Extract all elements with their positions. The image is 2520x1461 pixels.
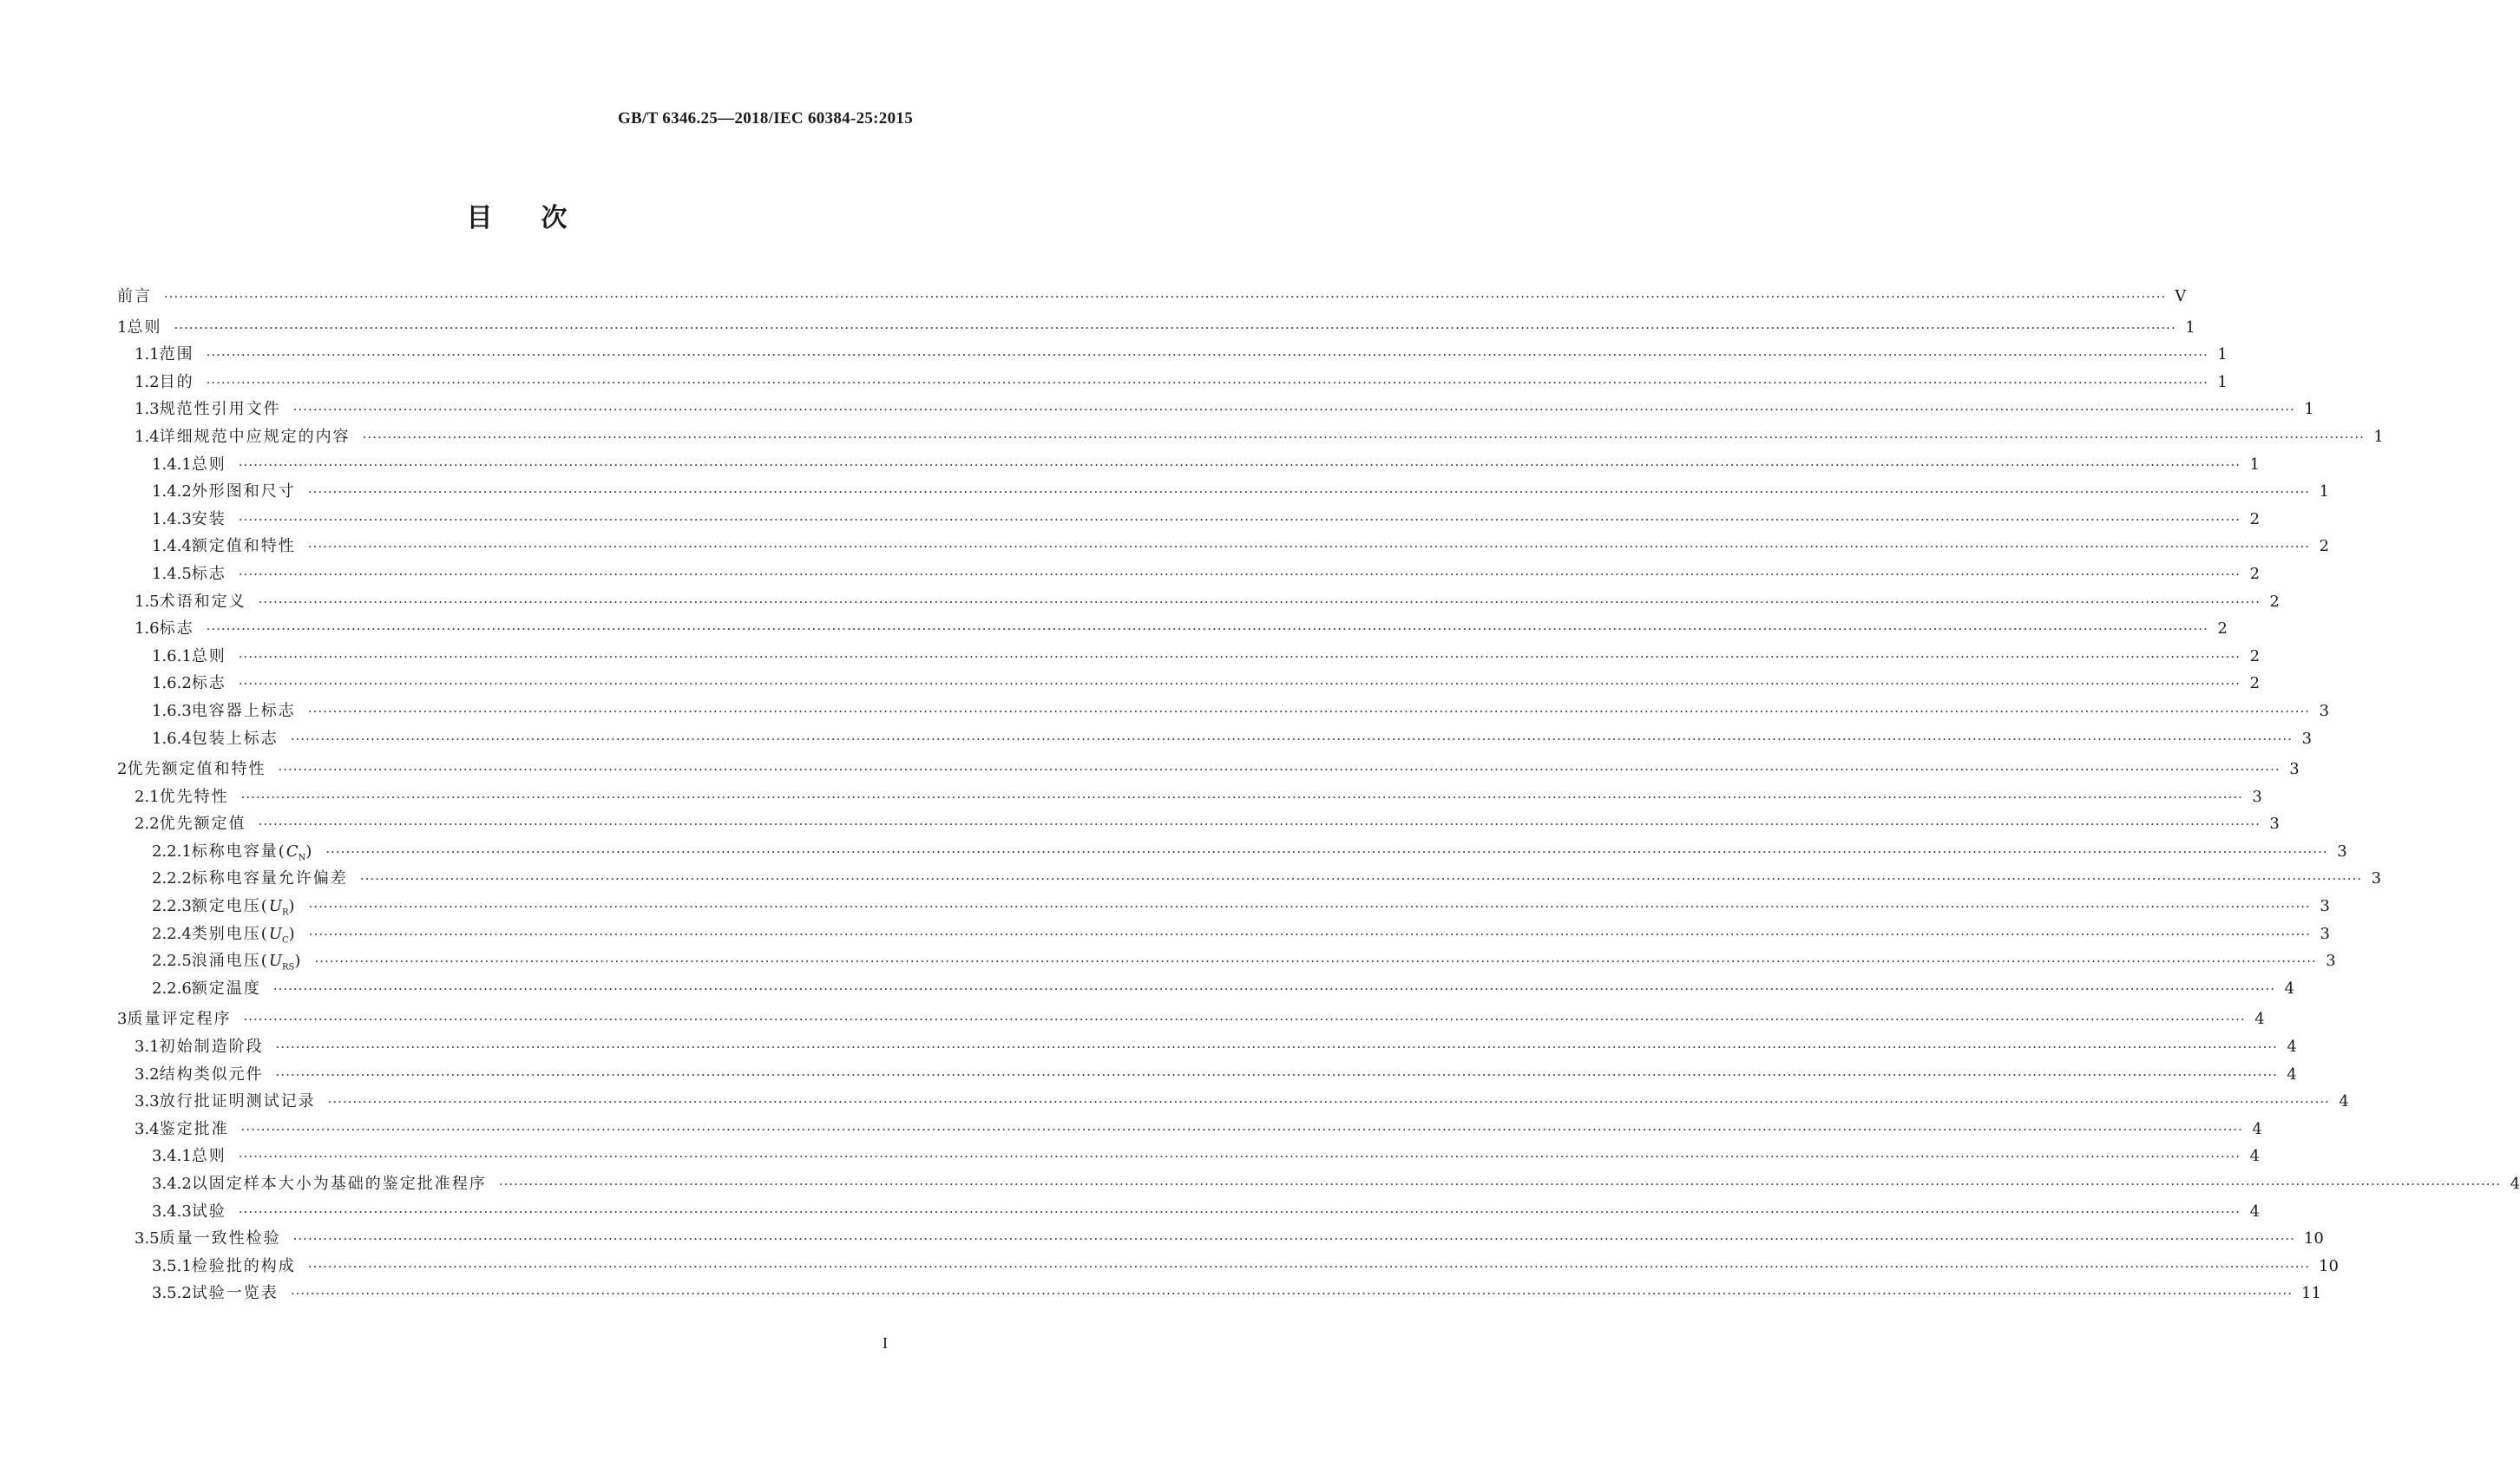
toc-entry-label [117, 283, 152, 311]
toc-entry[interactable] [117, 560, 2261, 588]
toc-entry[interactable] [117, 838, 2347, 866]
toc-entry-label [192, 451, 226, 479]
toc-leader-dots: ················································································································································································································································································································································································································ [325, 843, 2328, 860]
toc-entry-page: 3 [2320, 924, 2330, 943]
toc-entry[interactable] [117, 1253, 2339, 1281]
toc-entry-symbol-subscript: C [282, 935, 289, 946]
toc-entry[interactable] [117, 1061, 2297, 1089]
toc-entry-label-text: 外形图和尺寸 [191, 482, 296, 501]
toc-entry[interactable] [117, 1116, 2262, 1143]
toc-entry-label [160, 783, 229, 811]
toc-entry-label [192, 1280, 279, 1307]
toc-entry[interactable] [117, 810, 2280, 838]
toc-entry-label [160, 1061, 264, 1089]
toc-leader-dots: ················································································································································································································································································································································································································ [258, 593, 2261, 610]
toc-entry[interactable] [117, 283, 2187, 311]
toc-entry-label-text: 额定电压( [191, 897, 269, 916]
table-of-contents [117, 283, 2520, 1307]
toc-entry[interactable] [117, 725, 2313, 753]
toc-entry-symbol-subscript: RS [282, 962, 295, 973]
toc-entry-label [160, 341, 194, 369]
toc-entry[interactable] [117, 865, 2382, 893]
toc-entry-symbol-subscript: N [298, 853, 306, 863]
toc-entry-page: 1 [2249, 455, 2261, 474]
toc-entry-page: 1 [2217, 345, 2228, 364]
toc-entry-label [160, 1033, 264, 1061]
toc-entry-label [160, 1116, 229, 1143]
toc-entry-label [160, 423, 351, 451]
toc-entry-label-text: 检验批的构成 [191, 1256, 296, 1275]
toc-entry-page: 4 [2284, 979, 2295, 998]
toc-entry-page: 3 [2326, 952, 2336, 971]
toc-entry-label-text: 额定值和特性 [191, 537, 296, 556]
toc-entry-label-text: 前言 [117, 287, 152, 305]
toc-leader-dots: ················································································································································································································································································································································································································ [240, 1121, 2243, 1137]
toc-leader-dots: ················································································································································································································································································································································································································ [307, 703, 2311, 719]
toc-entry-label [127, 1006, 231, 1033]
toc-leader-dots: ················································································································································································································································································································································································································ [292, 1231, 2295, 1248]
toc-entry-symbol-subscript: R [282, 907, 289, 918]
toc-entry[interactable] [117, 588, 2280, 616]
toc-entry-page: 2 [2249, 674, 2261, 693]
toc-entry-number: 2.2.3 [152, 897, 192, 916]
toc-entry-label [127, 314, 161, 342]
toc-leader-dots: ················································································································································································································································································································································································································ [314, 953, 2317, 970]
toc-entry-label [160, 369, 194, 396]
toc-entry-label-text: 试验一览表 [191, 1284, 279, 1303]
toc-entry-label [192, 725, 279, 753]
toc-entry-page: 2 [2249, 509, 2261, 528]
toc-entry-number: 3.1 [135, 1038, 160, 1057]
toc-entry[interactable] [117, 615, 2228, 643]
toc-entry-label-text: 范围 [159, 345, 194, 364]
toc-entry-label-text: 质量一致性检验 [159, 1229, 281, 1248]
toc-leader-dots: ················································································································································································································································································································································································································ [278, 762, 2280, 778]
toc-entry-label-text: 总则 [191, 1147, 226, 1166]
toc-entry-label [160, 396, 281, 423]
toc-entry-label [192, 1170, 487, 1198]
toc-leader-dots: ················································································································································································································································································································································································································ [238, 511, 2241, 527]
toc-entry-page: 10 [2303, 1229, 2324, 1248]
toc-entry-page: 1 [2185, 318, 2195, 337]
toc-entry-page: Ⅴ [2175, 287, 2187, 305]
toc-entry[interactable] [117, 423, 2384, 451]
toc-entry-label [160, 588, 246, 616]
page-title: 目次 [466, 203, 616, 233]
toc-entry-label-text: 初始制造阶段 [159, 1038, 264, 1057]
toc-leader-dots: ················································································································································································································································································································································································································ [362, 429, 2365, 445]
toc-entry-label [192, 643, 226, 671]
toc-leader-dots: ················································································································································································································································································································································································································ [206, 374, 2208, 390]
toc-entry-page: 3 [2320, 897, 2330, 916]
toc-entry-label-text: 总则 [191, 455, 226, 474]
toc-entry-label [192, 670, 226, 698]
toc-entry-number: 3.2 [135, 1065, 160, 1084]
toc-entry-number: 3.3 [135, 1092, 160, 1111]
toc-entry-number: 1.4 [135, 427, 160, 446]
toc-entry[interactable] [117, 1088, 2349, 1116]
toc-entry-symbol: U [268, 952, 283, 971]
toc-leader-dots: ················································································································································································································································································································································································································ [238, 566, 2241, 582]
toc-entry[interactable] [117, 1143, 2261, 1170]
toc-entry-page: 10 [2319, 1256, 2339, 1275]
toc-entry-page: 3 [2269, 815, 2280, 834]
toc-leader-dots: ················································································································································································································································································································································································································ [498, 1176, 2502, 1192]
toc-entry-page: 2 [2319, 537, 2330, 556]
toc-entry-label [192, 865, 348, 893]
toc-leader-dots: ················································································································································································································································································································································································································ [308, 899, 2311, 915]
toc-entry-label-text: 质量评定程序 [127, 1010, 232, 1029]
toc-entry[interactable] [117, 1198, 2261, 1226]
toc-entry-label-tail: ) [294, 952, 303, 971]
toc-entry-number: 2.2.4 [152, 924, 192, 943]
toc-entry[interactable] [117, 1033, 2297, 1061]
toc-entry-label [160, 615, 194, 643]
toc-entry[interactable] [117, 947, 2336, 975]
toc-entry-symbol: U [268, 924, 283, 943]
toc-entry-label-text: 鉴定批准 [159, 1119, 229, 1138]
toc-entry-page: 4 [2249, 1147, 2261, 1166]
toc-leader-dots: ················································································································································································································································································································································································································ [308, 926, 2311, 942]
toc-entry-number: 3 [117, 1010, 128, 1029]
toc-entry-page: 3 [2337, 842, 2347, 861]
toc-leader-dots: ················································································································································································································································································································································································································ [275, 1066, 2278, 1083]
toc-leader-dots: ················································································································································································································································································································································································································ [238, 1149, 2241, 1165]
toc-entry-page: 4 [2287, 1065, 2297, 1084]
toc-leader-dots: ················································································································································································································································································································································································································ [238, 676, 2241, 692]
toc-leader-dots: ················································································································································································································································································································································································································ [272, 980, 2276, 997]
toc-entry-number: 3.5 [135, 1229, 160, 1248]
toc-entry-label-text: 总则 [127, 318, 162, 337]
toc-entry-label [192, 533, 296, 560]
toc-leader-dots: ················································································································································································································································································································································································································ [327, 1094, 2330, 1110]
toc-leader-dots: ················································································································································································································································································································································································································ [174, 319, 2176, 336]
toc-entry[interactable] [117, 506, 2261, 534]
toc-entry-label [192, 506, 226, 534]
toc-entry-symbol: U [268, 897, 283, 916]
toc-entry-label-text: 详细规范中应规定的内容 [159, 427, 351, 446]
toc-entry-label-tail: ) [288, 924, 297, 943]
toc-entry[interactable] [117, 478, 2330, 506]
toc-entry-page: 2 [2217, 619, 2228, 639]
toc-entry-page: 3 [2252, 787, 2262, 806]
toc-entry-label [192, 560, 226, 588]
toc-entry-label-text: 标志 [191, 564, 226, 583]
toc-entry-number: 3.4.3 [152, 1202, 192, 1221]
toc-entry-number: 2.2.1 [152, 842, 192, 861]
toc-entry-number: 3.4 [135, 1119, 160, 1138]
toc-leader-dots: ················································································································································································································································································································································································································ [307, 539, 2311, 555]
toc-entry-label [192, 1253, 296, 1281]
toc-entry-label [127, 756, 266, 783]
toc-entry-number: 1.6.1 [152, 646, 192, 665]
toc-entry[interactable] [117, 396, 2314, 423]
toc-entry-label [192, 478, 296, 506]
toc-leader-dots: ················································································································································································································································································································································································································ [307, 1258, 2311, 1274]
toc-entry-label-text: 放行批证明测试记录 [159, 1092, 316, 1111]
toc-leader-dots: ················································································································································································································································································································································································································ [238, 1203, 2241, 1220]
toc-entry-label-text: 标志 [159, 619, 194, 639]
toc-entry-number: 2.2 [135, 815, 160, 834]
toc-entry-number: 1.4.3 [152, 509, 192, 528]
toc-entry-number: 3.5.1 [152, 1256, 192, 1275]
toc-leader-dots: ················································································································································································································································································································································································································ [206, 621, 2208, 638]
toc-leader-dots: ················································································································································································································································································································································································································ [243, 1012, 2246, 1028]
toc-entry-number: 1.6.2 [152, 674, 192, 693]
toc-entry-label-text: 安装 [191, 509, 226, 528]
toc-entry-number: 1.4.5 [152, 564, 192, 583]
toc-entry-page: 4 [2249, 1202, 2261, 1221]
toc-entry[interactable] [117, 756, 2300, 783]
toc-entry-label-text: 标称电容量( [191, 842, 286, 861]
toc-entry-number: 3.5.2 [152, 1284, 192, 1303]
page-number: I [883, 1334, 888, 1352]
toc-entry-number: 1.4.4 [152, 537, 192, 556]
toc-entry-label-text: 总则 [191, 646, 226, 665]
toc-entry-label-text: 电容器上标志 [191, 701, 296, 720]
toc-entry-label [160, 810, 246, 838]
toc-entry[interactable] [117, 1225, 2324, 1253]
toc-entry-page: 4 [2510, 1175, 2520, 1193]
toc-entry-label-text: 浪涌电压( [191, 952, 269, 971]
toc-entry-label-tail: ) [305, 842, 314, 861]
toc-entry[interactable] [117, 783, 2262, 811]
toc-entry-page: 2 [2249, 646, 2261, 665]
toc-leader-dots: ················································································································································································································································································································································································································ [206, 347, 2208, 364]
toc-entry[interactable] [117, 1006, 2265, 1033]
toc-entry-page: 1 [2304, 400, 2314, 419]
toc-entry-label-tail: ) [288, 897, 297, 916]
toc-entry-label [160, 1088, 316, 1116]
toc-entry[interactable] [117, 975, 2295, 1003]
toc-entry-label-text: 标称电容量允许偏差 [191, 869, 348, 888]
toc-entry-label-text: 优先特性 [159, 787, 229, 806]
toc-entry-page: 2 [2269, 592, 2280, 611]
toc-entry[interactable] [117, 451, 2261, 479]
toc-entry-label-text: 优先额定值 [159, 815, 246, 834]
toc-entry-number: 2.2.6 [152, 979, 192, 998]
toc-entry-number: 2 [117, 760, 128, 779]
toc-entry-page: 3 [2319, 701, 2330, 720]
toc-entry-page: 4 [2339, 1092, 2349, 1111]
toc-entry-number: 1.2 [135, 372, 160, 391]
toc-entry-number: 1.6 [135, 619, 160, 639]
toc-entry[interactable] [117, 670, 2261, 698]
toc-leader-dots: ················································································································································································································································································································································································································ [307, 484, 2311, 501]
toc-leader-dots: ················································································································································································································································································································································································································ [164, 289, 2167, 305]
toc-entry-label [192, 1143, 226, 1170]
toc-entry-label-text: 试验 [191, 1202, 226, 1221]
toc-entry-label-text: 额定温度 [191, 979, 261, 998]
toc-entry-number: 2.2.5 [152, 952, 192, 971]
toc-entry-page: 1 [2373, 427, 2384, 446]
toc-entry[interactable] [117, 341, 2228, 369]
toc-leader-dots: ················································································································································································································································································································································································································ [275, 1039, 2278, 1056]
toc-leader-dots: ················································································································································································································································································································································································································ [238, 456, 2241, 473]
toc-leader-dots: ················································································································································································································································································································································································································ [290, 1286, 2294, 1302]
toc-entry[interactable] [117, 533, 2330, 560]
toc-leader-dots: ················································································································································································································································································································································································································ [240, 789, 2243, 805]
toc-entry-number: 3.4.2 [152, 1175, 192, 1193]
toc-entry[interactable] [117, 643, 2261, 671]
toc-entry-page: 1 [2217, 372, 2228, 391]
toc-entry-number: 1.6.3 [152, 701, 192, 720]
toc-entry-label-text: 结构类似元件 [159, 1065, 264, 1084]
toc-entry-page: 3 [2301, 729, 2313, 748]
toc-entry-page: 3 [2371, 869, 2382, 888]
toc-entry-number: 2.1 [135, 787, 160, 806]
toc-entry-label-text: 优先额定值和特性 [127, 760, 266, 779]
toc-leader-dots: ················································································································································································································································································································································································································ [238, 648, 2241, 665]
toc-leader-dots: ················································································································································································································································································································································································································ [258, 816, 2261, 833]
toc-entry-page: 4 [2287, 1038, 2297, 1057]
toc-entry-page: 1 [2319, 482, 2330, 501]
toc-entry-page: 2 [2249, 564, 2261, 583]
standard-code: GB/T 6346.25—2018/IEC 60384-25:2015 [617, 109, 913, 128]
toc-entry-label [192, 975, 261, 1003]
toc-entry[interactable] [117, 893, 2330, 920]
toc-entry-page: 11 [2301, 1284, 2321, 1303]
toc-entry-label-text: 规范性引用文件 [159, 400, 281, 419]
toc-entry-number: 1.5 [135, 592, 160, 611]
toc-entry[interactable] [117, 1170, 2520, 1198]
toc-leader-dots: ················································································································································································································································································································································································································ [290, 730, 2294, 747]
toc-entry-number: 1.3 [135, 400, 160, 419]
toc-entry-label-text: 以固定样本大小为基础的鉴定批准程序 [191, 1175, 487, 1193]
toc-entry-symbol: C [285, 842, 299, 861]
toc-entry-page: 3 [2289, 760, 2300, 779]
toc-entry-label-text: 类别电压( [191, 924, 269, 943]
toc-entry-number: 2.2.2 [152, 869, 192, 888]
toc-entry-label-text: 术语和定义 [159, 592, 246, 611]
toc-entry[interactable] [117, 920, 2330, 948]
toc-entry-label-text: 包装上标志 [191, 729, 279, 748]
toc-leader-dots: ················································································································································································································································································································································································································ [359, 871, 2363, 888]
toc-entry-number: 1.4.1 [152, 455, 192, 474]
toc-entry-label [192, 698, 296, 725]
toc-entry-label [160, 1225, 281, 1253]
toc-entry-label-text: 目的 [159, 372, 194, 391]
toc-entry-number: 1.6.4 [152, 729, 192, 748]
toc-entry-page: 4 [2254, 1010, 2265, 1029]
toc-leader-dots: ················································································································································································································································································································································································································ [292, 402, 2295, 418]
toc-entry-number: 1.4.2 [152, 482, 192, 501]
toc-entry-number: 3.4.1 [152, 1147, 192, 1166]
toc-entry-label [192, 1198, 226, 1226]
toc-entry[interactable] [117, 314, 2195, 342]
toc-entry-number: 1 [117, 318, 128, 337]
toc-entry-page: 4 [2252, 1119, 2262, 1138]
toc-entry[interactable] [117, 698, 2330, 725]
toc-entry[interactable] [117, 369, 2228, 396]
toc-entry-number: 1.1 [135, 345, 160, 364]
toc-entry[interactable] [117, 1280, 2321, 1307]
toc-entry-label-text: 标志 [191, 674, 226, 693]
